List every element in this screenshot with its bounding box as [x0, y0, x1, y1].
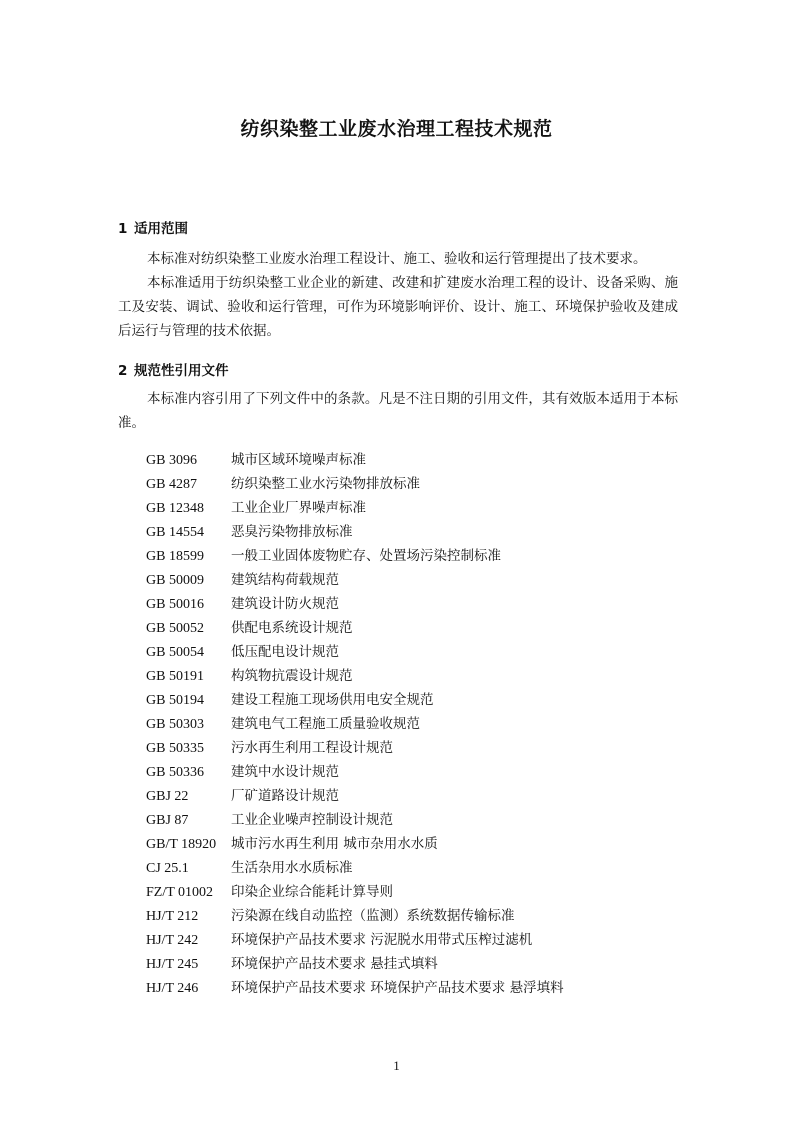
list-item: [146, 832, 686, 856]
reference-code: GB 50303: [146, 717, 204, 732]
page-number: 1: [393, 1058, 400, 1073]
list-item: [146, 592, 686, 616]
list-item: [146, 472, 686, 496]
list-item: [146, 856, 686, 880]
list-item: [146, 736, 686, 760]
reference-name: 纺织染整工业水污染物排放标准: [231, 476, 420, 492]
list-item: [146, 976, 686, 1000]
reference-name: 建筑中水设计规范: [231, 764, 339, 780]
reference-code: GB 50336: [146, 765, 204, 780]
reference-name: 建筑设计防火规范: [231, 596, 339, 612]
list-item: [146, 904, 686, 928]
list-item: [146, 760, 686, 784]
list-item: [146, 544, 686, 568]
reference-code: GBJ 22: [146, 789, 189, 804]
list-item: [146, 928, 686, 952]
reference-code: CJ 25.1: [146, 861, 189, 876]
reference-code: GB 4287: [146, 477, 197, 492]
document-title: 纺织染整工业废水治理工程技术规范: [240, 118, 553, 140]
list-item: [146, 664, 686, 688]
reference-name: 供配电系统设计规范: [231, 620, 353, 636]
reference-name: 建筑结构荷载规范: [231, 572, 339, 588]
list-item: [146, 784, 686, 808]
reference-code: GB 50052: [146, 621, 204, 636]
reference-name: 印染企业综合能耗计算导则: [231, 884, 393, 900]
reference-name: 污水再生利用工程设计规范: [231, 740, 393, 756]
reference-code: GB 18599: [146, 549, 204, 564]
reference-name: 建设工程施工现场供用电安全规范: [231, 692, 434, 708]
section-heading-scope: [118, 217, 188, 237]
reference-code: GB 14554: [146, 525, 204, 540]
reference-code: GB 50191: [146, 669, 204, 684]
list-item: [146, 448, 686, 472]
reference-code: GB 12348: [146, 501, 204, 516]
reference-code: FZ/T 01002: [146, 885, 214, 900]
reference-code: GB 50016: [146, 597, 204, 612]
reference-code: GBJ 87: [146, 813, 189, 828]
section-title: 适用范围: [134, 221, 188, 237]
list-item: [146, 568, 686, 592]
reference-code: HJ/T 212: [146, 909, 199, 924]
section-number: 2: [118, 363, 128, 379]
reference-name: 环境保护产品技术要求 环境保护产品技术要求 悬浮填料: [231, 980, 564, 996]
list-item: [146, 520, 686, 544]
paragraph: 本标准内容引用了下列文件中的条款。凡是不注日期的引用文件，其有效版本适用于本标准。: [118, 391, 678, 431]
reference-name: 工业企业噪声控制设计规范: [231, 812, 393, 828]
reference-code: HJ/T 242: [146, 933, 199, 948]
list-item: [146, 688, 686, 712]
reference-name: 一般工业固体废物贮存、处置场污染控制标准: [231, 548, 501, 564]
reference-code: GB 50194: [146, 693, 204, 708]
reference-name: 厂矿道路设计规范: [231, 788, 339, 804]
reference-name: 低压配电设计规范: [231, 644, 339, 660]
reference-name: 城市区域环境噪声标准: [231, 452, 366, 468]
section-title: 规范性引用文件: [134, 363, 229, 379]
reference-name: 环境保护产品技术要求 悬挂式填料: [231, 956, 438, 972]
reference-name: 生活杂用水水质标准: [231, 860, 353, 876]
reference-code: GB 50054: [146, 645, 204, 660]
reference-name: 环境保护产品技术要求 污泥脱水用带式压榨过滤机: [231, 932, 533, 948]
reference-code: HJ/T 245: [146, 957, 199, 972]
paragraph: 本标准对纺织染整工业废水治理工程设计、施工、验收和运行管理提出了技术要求。: [147, 251, 647, 267]
reference-name: 恶臭污染物排放标准: [231, 524, 353, 540]
reference-list: [146, 448, 686, 1000]
reference-name: 污染源在线自动监控（监测）系统数据传输标准: [231, 908, 515, 924]
reference-code: GB 3096: [146, 453, 197, 468]
section-heading-normative-references: [118, 359, 229, 379]
reference-name: 构筑物抗震设计规范: [231, 668, 353, 684]
reference-code: GB/T 18920: [146, 837, 217, 852]
reference-code: GB 50335: [146, 741, 204, 756]
list-item: [146, 808, 686, 832]
list-item: [146, 952, 686, 976]
reference-name: 工业企业厂界噪声标准: [231, 500, 366, 516]
reference-code: GB 50009: [146, 573, 204, 588]
reference-code: HJ/T 246: [146, 981, 199, 996]
list-item: [146, 712, 686, 736]
list-item: [146, 640, 686, 664]
section-number: 1: [118, 221, 128, 237]
list-item: [146, 616, 686, 640]
list-item: [146, 880, 686, 904]
reference-name: 城市污水再生利用 城市杂用水水质: [231, 836, 438, 852]
reference-name: 建筑电气工程施工质量验收规范: [231, 716, 420, 732]
list-item: [146, 496, 686, 520]
paragraph: 本标准适用于纺织染整工业企业的新建、改建和扩建废水治理工程的设计、设备采购、施工及安装、调试、验收和运行管理，可作为环境影响评价、设计、施工、环境保护验收及建成后运行与管理的技术依据。: [118, 275, 678, 339]
